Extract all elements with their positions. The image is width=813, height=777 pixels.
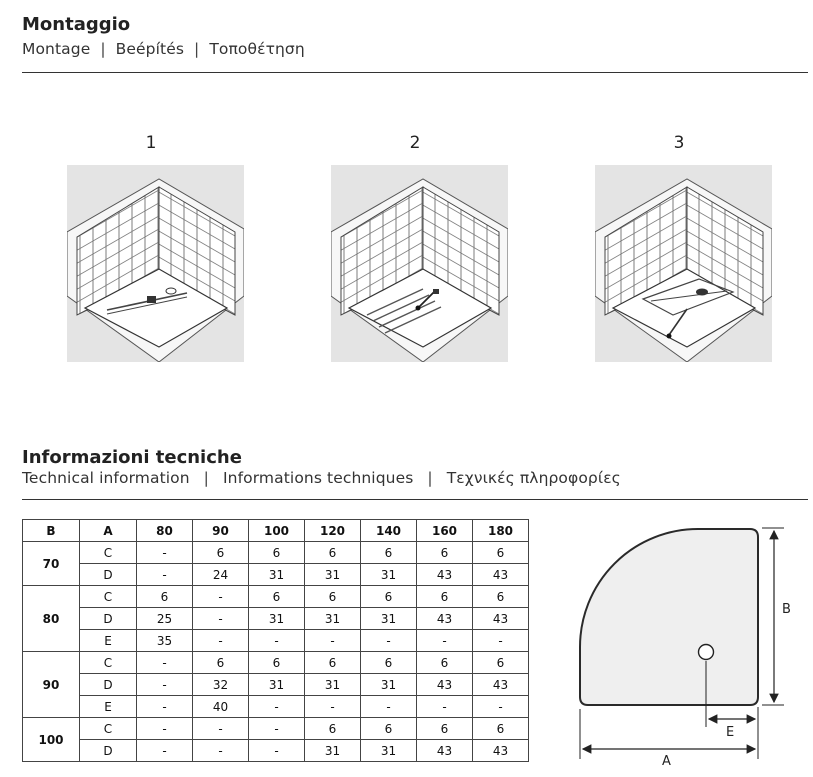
table-cell: - (249, 630, 305, 652)
step-3-number: 3 (673, 133, 685, 153)
table-row (23, 586, 529, 608)
table-cell: 31 (249, 674, 305, 696)
table-cell: 43 (417, 564, 473, 586)
technical-title: Informazioni tecniche (22, 447, 242, 468)
table-cell: 43 (473, 608, 529, 630)
table-cell: 6 (473, 652, 529, 674)
table-cell: - (193, 718, 249, 740)
table-cell: 40 (193, 696, 249, 718)
tray-outline (580, 529, 758, 705)
technical-subtitle-en: Technical information (22, 469, 190, 487)
table-cell: - (361, 630, 417, 652)
table-cell: 6 (417, 652, 473, 674)
table-row (23, 718, 529, 740)
table-cell: - (193, 608, 249, 630)
table-cell: - (305, 630, 361, 652)
header-col: 120 (305, 520, 361, 542)
technical-subtitle-fr: Informations techniques (223, 469, 414, 487)
technical-subtitle-el: Τεχνικές πληροφορίες (446, 469, 621, 487)
table-cell: 43 (473, 674, 529, 696)
table-cell: 6 (137, 586, 193, 608)
table-cell: 32 (193, 674, 249, 696)
montage-subtitle-hu: Beépítés (115, 40, 185, 58)
step-3-illustration (595, 165, 772, 362)
table-cell: - (473, 696, 529, 718)
row-group-b-value: 100 (23, 718, 80, 762)
table-body (23, 542, 529, 762)
table-cell: - (137, 718, 193, 740)
table-cell: 6 (417, 718, 473, 740)
step-1-illustration (67, 165, 244, 362)
table-row (23, 564, 529, 586)
row-dimension-label: E (80, 696, 137, 718)
table-cell: 6 (361, 542, 417, 564)
table-header-row (23, 520, 529, 542)
table-cell: 31 (361, 674, 417, 696)
table-cell: 6 (361, 652, 417, 674)
technical-divider (22, 499, 808, 500)
table-cell: - (137, 674, 193, 696)
table-row (23, 740, 529, 762)
table-cell: - (305, 696, 361, 718)
table-cell: 35 (137, 630, 193, 652)
row-dimension-label: D (80, 564, 137, 586)
table-row (23, 674, 529, 696)
table-cell: - (193, 630, 249, 652)
header-col: 140 (361, 520, 417, 542)
table-cell: 24 (193, 564, 249, 586)
table-cell: 43 (417, 674, 473, 696)
table-row (23, 652, 529, 674)
dimension-a-label: A (662, 754, 671, 769)
technical-subtitle: Technical information | Informations techniques | Τεχνικές πληροφορίες (22, 469, 621, 487)
montage-subtitle-en: Montage (22, 40, 91, 58)
table-cell: - (473, 630, 529, 652)
row-dimension-label: C (80, 652, 137, 674)
table-cell: - (249, 718, 305, 740)
step-2-illustration (331, 165, 508, 362)
table-cell: 6 (305, 652, 361, 674)
table-cell: - (137, 740, 193, 762)
table-cell: 6 (473, 542, 529, 564)
table-cell: 31 (361, 564, 417, 586)
table-cell: 6 (249, 542, 305, 564)
table-cell: 43 (417, 608, 473, 630)
header-col: 180 (473, 520, 529, 542)
table-cell: 6 (249, 652, 305, 674)
table-cell: 25 (137, 608, 193, 630)
row-dimension-label: C (80, 542, 137, 564)
dimension-e-label: E (726, 725, 735, 740)
table-cell: - (417, 630, 473, 652)
row-dimension-label: D (80, 674, 137, 696)
table-cell: 6 (417, 586, 473, 608)
montage-title: Montaggio (22, 14, 131, 35)
table-cell: 43 (473, 564, 529, 586)
table-row (23, 608, 529, 630)
row-group-b-value: 80 (23, 586, 80, 652)
row-dimension-label: C (80, 586, 137, 608)
table-row (23, 630, 529, 652)
montage-subtitle-el: Τοποθέτηση (209, 40, 305, 58)
row-dimension-label: D (80, 608, 137, 630)
table-cell: 31 (249, 564, 305, 586)
table-cell: - (361, 696, 417, 718)
tray-dimension-diagram (560, 515, 805, 777)
table-cell: - (137, 564, 193, 586)
row-dimension-label: C (80, 718, 137, 740)
header-col: 100 (249, 520, 305, 542)
table-cell: - (417, 696, 473, 718)
table-cell: 6 (473, 586, 529, 608)
row-group-b-value: 90 (23, 652, 80, 718)
table-cell: - (137, 652, 193, 674)
table-cell: 6 (417, 542, 473, 564)
table-cell: 6 (305, 542, 361, 564)
table-cell: 31 (305, 740, 361, 762)
dimension-b-label: B (782, 602, 791, 617)
table-cell: - (137, 542, 193, 564)
header-b: B (23, 520, 80, 542)
table-cell: 6 (305, 586, 361, 608)
table-cell: 43 (473, 740, 529, 762)
table-cell: 6 (361, 718, 417, 740)
step-2-number: 2 (409, 133, 421, 153)
header-a: A (80, 520, 137, 542)
row-group-b-value: 70 (23, 542, 80, 586)
table-cell: - (193, 586, 249, 608)
table-cell: 31 (249, 608, 305, 630)
table-cell: 6 (193, 542, 249, 564)
table-cell: 6 (305, 718, 361, 740)
step-1-number: 1 (145, 133, 157, 153)
drain-hole (699, 645, 714, 660)
table-row (23, 542, 529, 564)
dimensions-table (22, 519, 529, 762)
table-cell: 6 (193, 652, 249, 674)
montage-subtitle: Montage | Beépítés | Τοποθέτηση (22, 40, 305, 58)
table-cell: 31 (305, 564, 361, 586)
header-col: 160 (417, 520, 473, 542)
table-cell: 31 (305, 608, 361, 630)
table-cell: 6 (249, 586, 305, 608)
header-col: 80 (137, 520, 193, 542)
table-cell: 43 (417, 740, 473, 762)
table-cell: - (249, 740, 305, 762)
table-cell: 6 (361, 586, 417, 608)
row-dimension-label: E (80, 630, 137, 652)
montage-divider (22, 72, 808, 73)
table-cell: - (137, 696, 193, 718)
table-cell: - (193, 740, 249, 762)
table-cell: 31 (361, 740, 417, 762)
table-row (23, 696, 529, 718)
table-cell: 6 (473, 718, 529, 740)
table-cell: - (249, 696, 305, 718)
row-dimension-label: D (80, 740, 137, 762)
table-cell: 31 (361, 608, 417, 630)
header-col: 90 (193, 520, 249, 542)
table-cell: 31 (305, 674, 361, 696)
